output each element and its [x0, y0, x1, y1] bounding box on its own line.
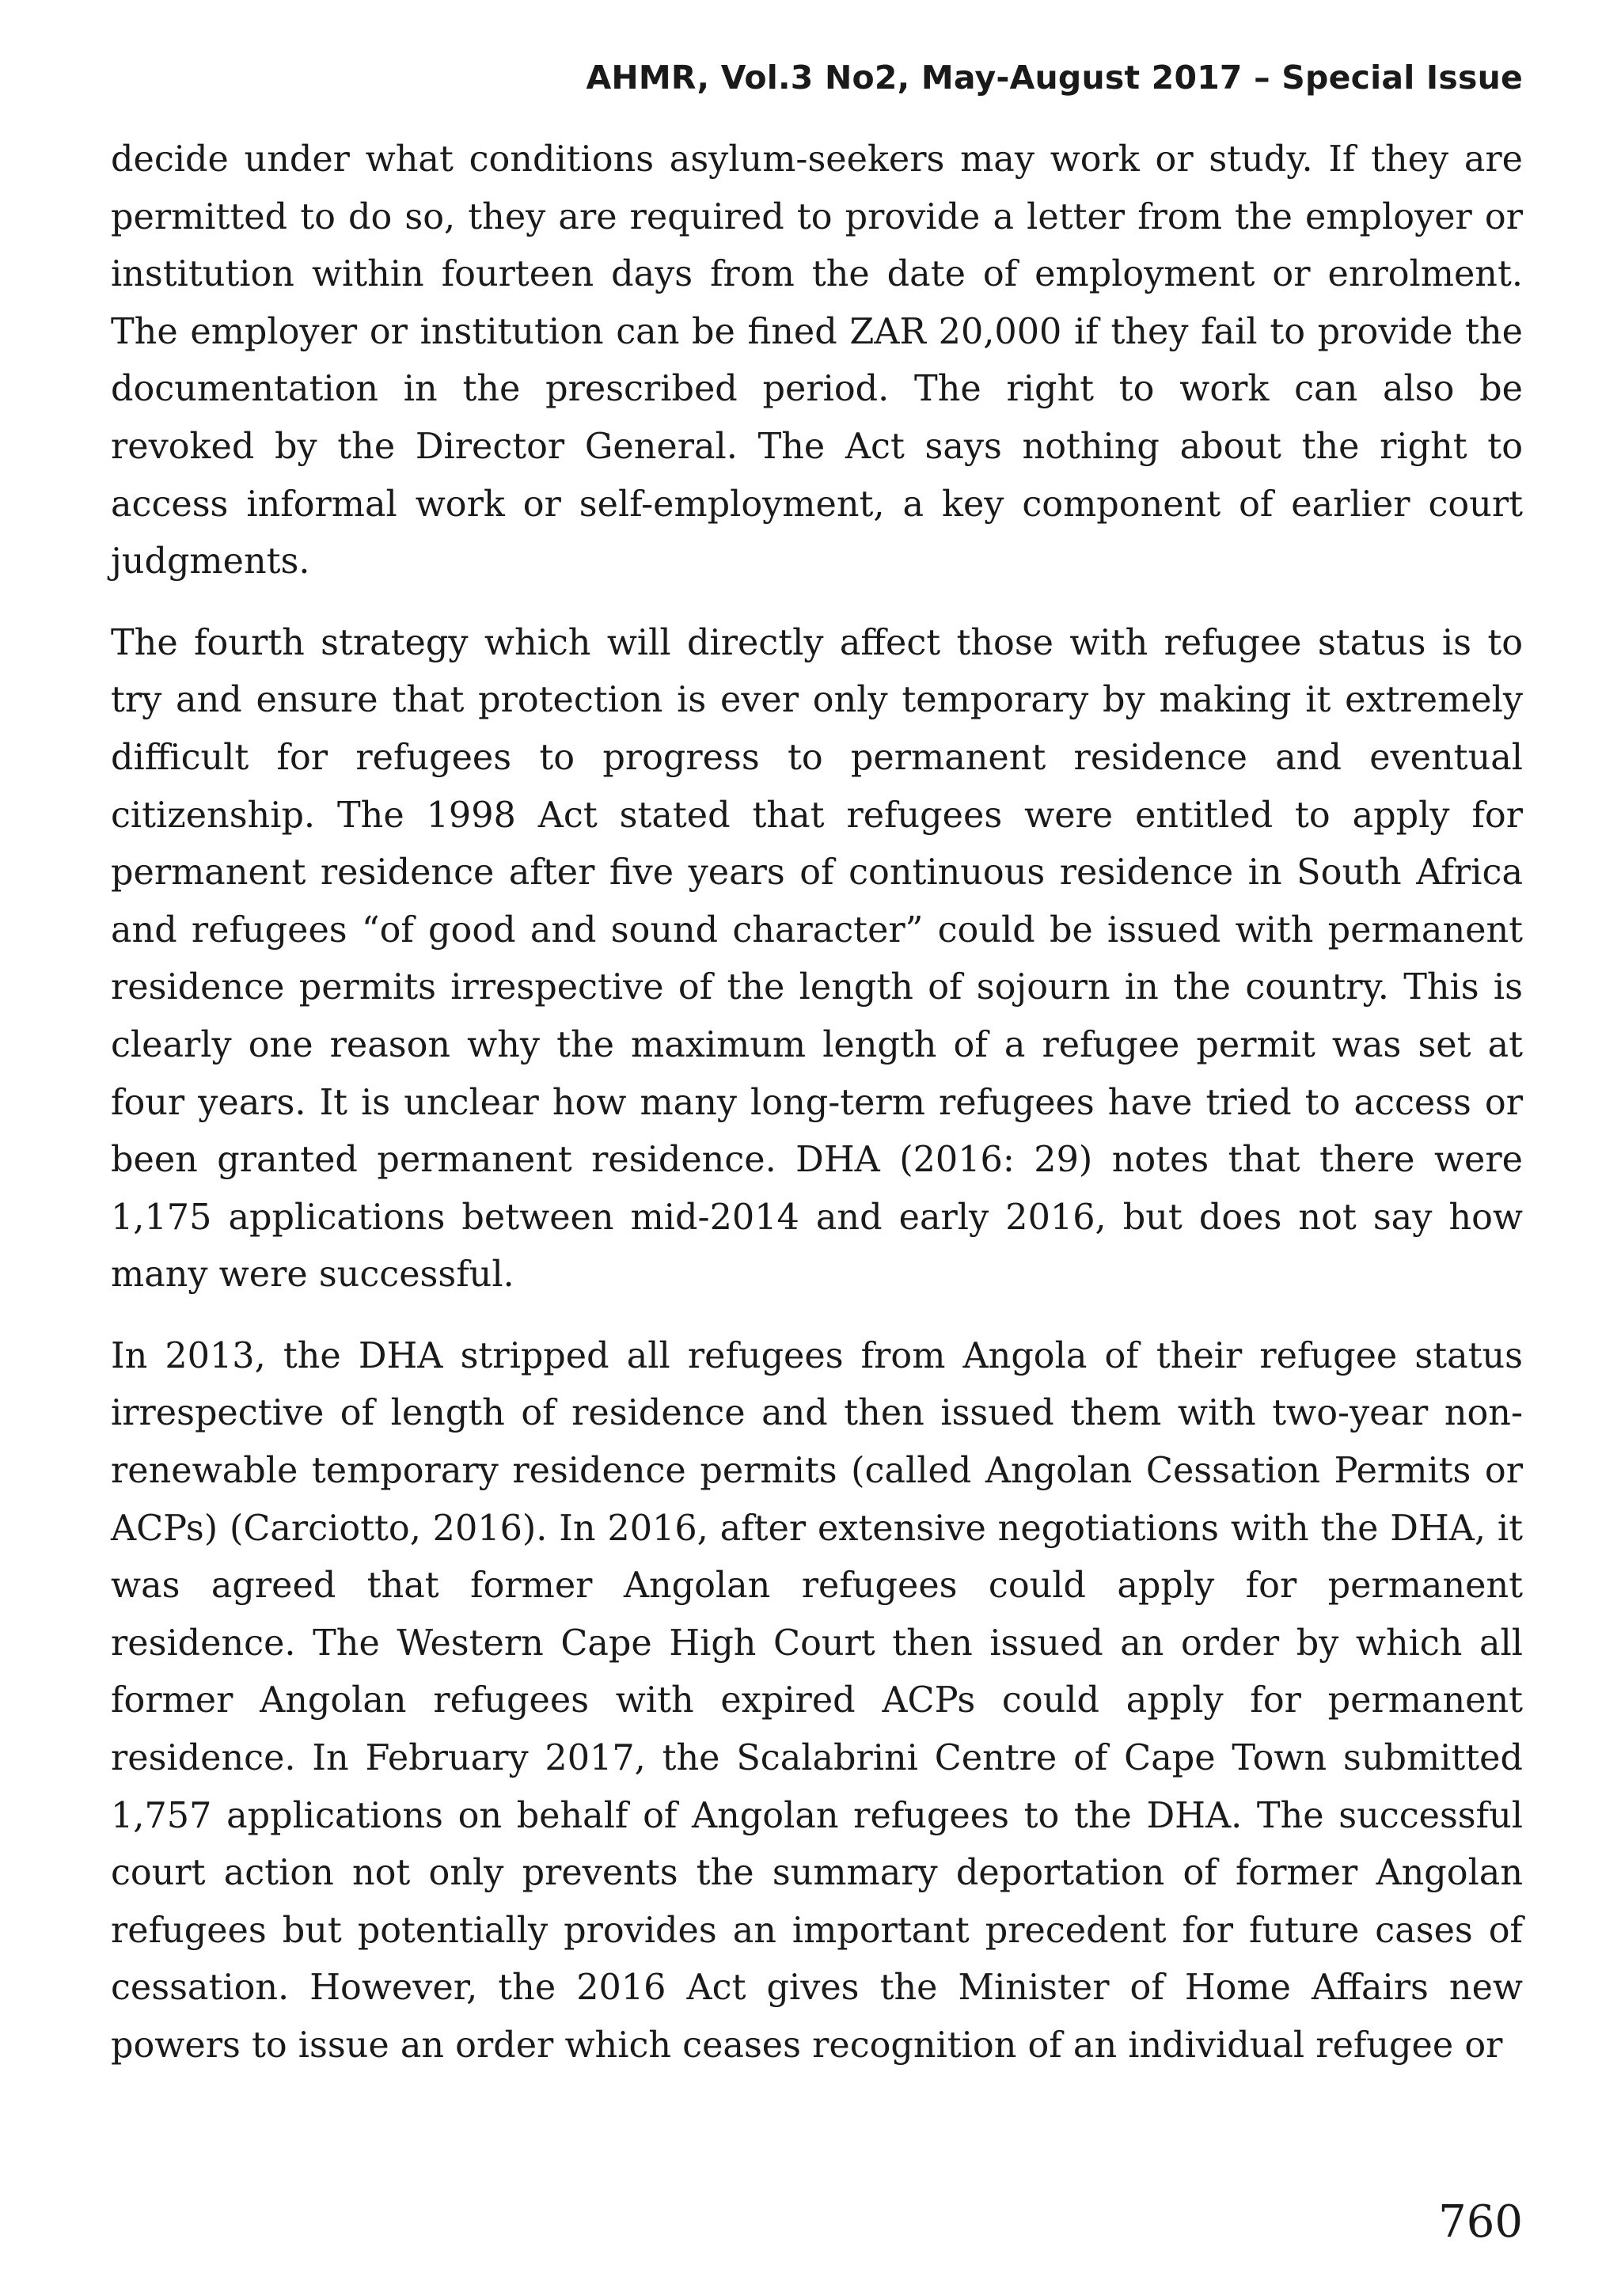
running-header: AHMR, Vol.3 No2, May-August 2017 – Special Issue — [586, 59, 1523, 97]
paragraph-3: In 2013, the DHA stripped all refugees from Angola of their refugee status irrespective of length of residence and then issued them with two-year non-renewable temporary residence permits (called Angolan Cessation Permits or ACPs) (Carciotto, 2016). In 2016, after extensive negotiations with the DHA, it was agreed that former Angolan refugees could apply for permanent residence. The Western Cape High Court then issued an order by which all former Angolan refugees with expired ACPs could apply for permanent residence. In February 2017, the Scalabrini Centre of Cape Town submitted 1,757 applications on behalf of Angolan refugees to the DHA. The successful court action not only prevents the summary deportation of former Angolan refugees but potentially provides an important precedent for future cases of cessation. However, the 2016 Act gives the Minister of Home Affairs new powers to issue an order which ceases recognition of an individual refugee or — [111, 1335, 1523, 2066]
paragraph-1: decide under what conditions asylum-seekers may work or study. If they are permitted to do so, they are required to provide a letter from the employer or institution within fourteen days from the date of employment or enrolment. The employer or institution can be fined ZAR 20,000 if they fail to provide the documentation in the prescribed period. The right to work can also be revoked by the Director General. The Act says nothing about the right to access informal work or self-employment, a key component of earlier court judgments. — [111, 139, 1523, 583]
body-text — [111, 131, 1523, 2099]
page-number: 760 — [1438, 2196, 1523, 2248]
paragraph-2: The fourth strategy which will directly affect those with refugee status is to try and ensure that protection is ever only temporary by making it extremely difficult for refugees to progress to permanent residence and eventual citizenship. The 1998 Act stated that refugees were entitled to apply for permanent residence after five years of continuous residence in South Africa and refugees “of good and sound character” could be issued with permanent residence permits irrespective of the length of sojourn in the country. This is clearly one reason why the maximum length of a refugee permit was set at four years. It is unclear how many long-term refugees have tried to access or been granted permanent residence. DHA (2016: 29) notes that there were 1,175 applications between mid-2014 and early 2016, but does not say how many were successful. — [111, 622, 1523, 1296]
